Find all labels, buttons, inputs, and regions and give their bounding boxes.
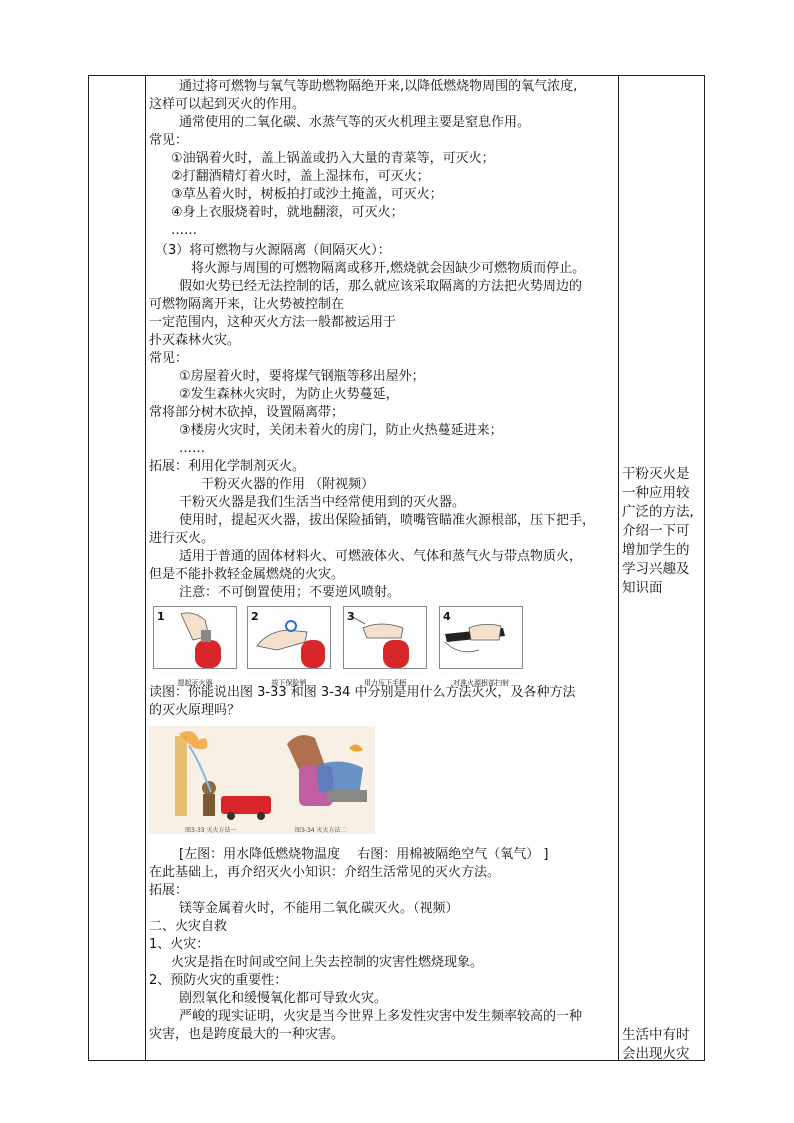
firefighting-methods-figure [149,726,375,834]
paragraph-line: 但是不能扑救轻金属燃烧的火灾。 [149,567,345,582]
note-line: 干粉灭火是 [622,466,690,482]
step-number: 3 [347,610,355,623]
ellipsis: …… [171,223,197,238]
step-4-panel [439,606,523,687]
note-line: 知识面 [622,580,663,596]
press-handle-illustration [343,606,427,676]
figure-caption: 图3-33 灭火方法一 [185,827,237,834]
aim-and-sweep-illustration [439,606,523,676]
note-line: 广泛的方法, [622,504,694,520]
pull-pin-illustration [247,606,331,676]
content-column [149,78,615,1044]
ellipsis: …… [179,441,205,456]
list-item: ②发生森林火灾时，为防止火势蔓延， [179,387,399,402]
step-caption: 对准火源根部扫射 [453,679,509,687]
margin-note-dry-powder [622,465,702,598]
list-item: ①房屋着火时，要将煤气钢瓶等移出屋外； [179,369,425,384]
subheading: 2、预防火灾的重要性： [149,973,288,988]
paragraph-line: 假如火势已经无法控制的话，那么就应该采取隔离的方法把火势周边的 [179,279,583,294]
step-3-panel [343,606,427,687]
list-item: ④身上衣服烧着时，就地翻滚，可灭火； [171,205,404,220]
paragraph-line: 剧烈氧化和缓慢氧化都可导致火灾。 [179,991,388,1006]
paragraph-line: 灾害，也是跨度最大的一种灾害。 [149,1027,345,1042]
step-number: 2 [251,610,259,623]
paragraph-line: 的灭火原理吗？ [149,703,241,718]
paragraph-line: 干粉灭火器是我们生活当中经常使用到的灭火器。 [179,495,466,510]
paragraph-line: 常将部分树木砍掉，设置隔离带； [149,405,345,420]
list-item: ③楼房火灾时，关闭未着火的房门，防止火热蔓延进来； [179,423,503,438]
note-line: 介绍一下可 [622,523,690,539]
note-line: 生活中有时 [622,1027,690,1043]
paragraph-line: 这样可以起到灭火的作用。 [149,97,306,112]
paragraph-line: 进行灭火。 [149,531,215,546]
margin-note-fire [622,1026,702,1064]
step-caption: 用力压下手柄 [364,679,406,687]
step-caption: 提起灭火器 [177,679,213,687]
lift-extinguisher-illustration [153,606,237,676]
list-item: ①油锅着火时，盖上锅盖或扔入大量的青菜等，可灭火； [171,151,495,166]
paragraph-line: 注意：不可倒置使用；不要逆风喷射。 [179,585,401,600]
note-line: 一种应用较 [622,485,690,501]
paragraph-line: 将火源与周围的可燃物隔离或移开,燃烧就会因缺少可燃物质而停止。 [191,261,586,276]
step-number: 4 [443,610,451,623]
step-1-panel [153,606,237,687]
note-line: 增加学生的 [622,542,690,558]
lesson-table [88,75,705,1061]
step-caption: 拔下保险销 [271,679,307,687]
paragraph-line: 拓展： [149,883,189,898]
step-number: 1 [157,610,165,623]
paragraph-line: 通常使用的二氧化碳、水蒸气等的灭火机理主要是窒息作用。 [179,115,531,130]
paragraph-line: 常见： [149,351,189,366]
note-line: 学习兴趣及 [622,561,690,577]
paragraph-line: 使用时，提起灭火器，拔出保险插销，喷嘴管瞄准火源根部，压下把手， [179,513,596,528]
extinguisher-steps-figure [149,606,615,687]
paragraph-line: 常见： [149,133,189,148]
paragraph-line: 在此基础上，再介绍灭火小知识：介绍生活常见的灭火方法。 [149,865,501,880]
paragraph-line: 读图：你能说出图 3-33 和图 3-34 中分别是用什么方法灭火，及各种方法 [149,685,576,700]
subheading: 1、火灾： [149,937,210,952]
paragraph-line: 镁等金属着火时，不能用二氧化碳灭火。（视频） [179,901,459,916]
paragraph-line: 火灾是指在时间或空间上失去控制的灾害性燃烧现象。 [171,955,484,970]
step-2-panel [247,606,331,687]
column-divider [145,76,146,1060]
subheading: 干粉灭火器的作用 （附视频） [201,477,375,492]
paragraph-line: 扑灭森林火灾。 [149,333,241,348]
note-line: 会出现火灾 [622,1046,690,1062]
section-heading: 二、火灾自救 [149,919,228,934]
list-item: ②打翻酒精灯着火时，盖上湿抹布，可灭火； [171,169,430,184]
section-heading: （3）将可燃物与火源隔离（间隔灭火）： [155,243,391,258]
list-item: ③草丛着火时，树板拍打或沙土掩盖，可灭火； [171,187,443,202]
paragraph-line: 拓展：利用化学制剂灭火。 [149,459,306,474]
figure-caption: 图3-34 灭火方法二 [295,827,347,834]
firefighting-illustration [149,726,375,834]
paragraph-line: [左图：用水降低燃烧物温度 右图：用棉被隔绝空气（氧气） ] [179,847,549,862]
paragraph-line: 严峻的现实证明，火灾是当今世界上多发性灾害中发生频率较高的一种 [179,1009,583,1024]
paragraph-line: 适用于普通的固体材料火、可燃液体火、气体和蒸气火与带点物质火， [179,549,583,564]
column-divider [618,76,619,1060]
paragraph-line: 可燃物隔离开来，让火势被控制在 [149,297,345,312]
paragraph-line: 通过将可燃物与氧气等助燃物隔绝开来,以降低燃烧物周围的氧气浓度, [179,79,578,94]
paragraph-line: 一定范围内，这种灭火方法一般都被运用于 [149,315,397,330]
